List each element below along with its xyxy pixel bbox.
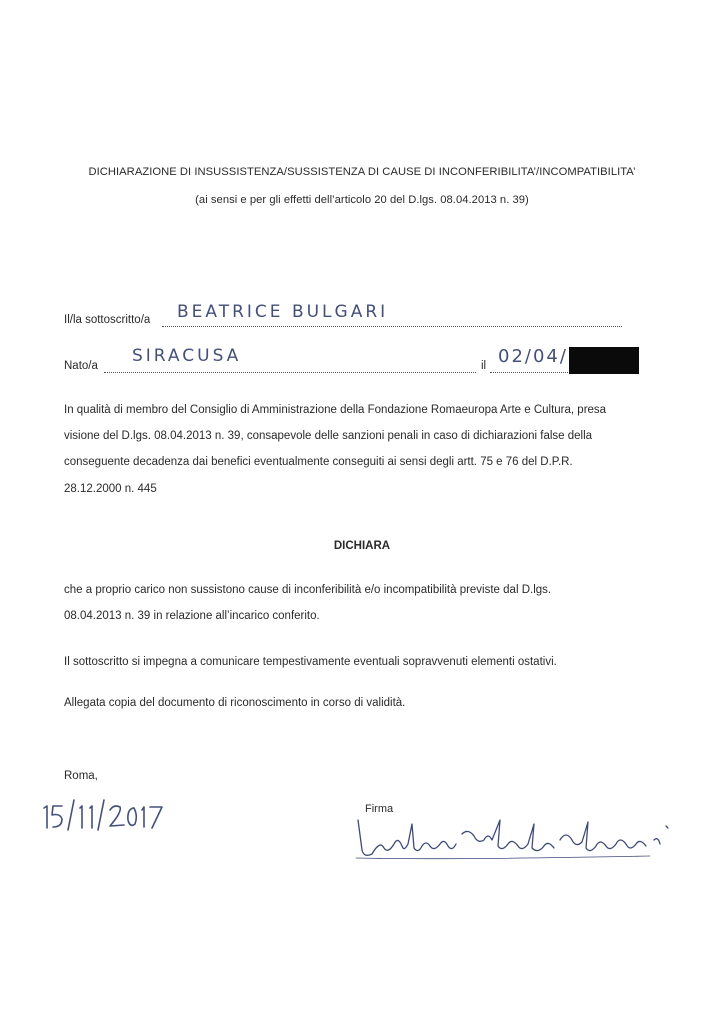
paragraph-declaration-intro <box>64 397 656 502</box>
paragraph-line: 28.12.2000 n. 445 <box>64 482 157 495</box>
nato-label: Nato/a <box>64 360 98 372</box>
dichiara-heading: DICHIARA <box>333 540 391 552</box>
handwritten-date <box>38 794 168 834</box>
paragraph-attachment: Allegata copia del documento di riconoscimento in corso di validità. <box>64 697 406 709</box>
paragraph-line: In qualità di membro del Consiglio di Amministrazione della Fondazione Romaeuropa Arte e Cultura, presa <box>64 404 607 416</box>
document-subtitle: (ai sensi e per gli effetti dell’articolo 20 del D.lgs. 08.04.2013 n. 39) <box>195 194 529 206</box>
handwritten-signature <box>350 810 680 870</box>
redaction-block <box>569 347 639 374</box>
paragraph-line: che a proprio carico non sussistono cause di inconferibilità e/o incompatibilità previste dal D.lgs. <box>64 584 552 596</box>
il-label: il <box>481 360 487 372</box>
sottoscritto-dotted-line <box>162 326 622 327</box>
paragraph-declaration-body <box>64 577 656 629</box>
paragraph-line: conseguente decadenza dai benefici eventualmente conseguiti ai sensi degli artt. 75 e 76 del D.P.R. <box>64 456 573 469</box>
nato-handwritten-value: SIRACUSA <box>132 346 242 366</box>
il-dotted-line <box>490 372 570 373</box>
paragraph-line: 08.04.2013 n. 39 in relazione all’incarico conferito. <box>64 610 320 623</box>
paragraph-commitment: Il sottoscritto si impegna a comunicare tempestivamente eventuali sopravvenuti elementi ostativi. <box>64 656 557 668</box>
place-label: Roma, <box>64 770 98 782</box>
sottoscritto-handwritten-value: BEATRICE BULGARI <box>177 302 389 322</box>
paragraph-line: visione del D.lgs. 08.04.2013 n. 39, consapevole delle sanzioni penali in caso di dichiarazioni false della <box>64 430 593 443</box>
nato-dotted-line <box>104 372 476 373</box>
firma-label: Firma <box>365 803 394 815</box>
sottoscritto-label: Il/la sottoscritto/a <box>64 314 151 326</box>
document-title: DICHIARAZIONE DI INSUSSISTENZA/SUSSISTENZA DI CAUSE DI INCONFERIBILITA’/INCOMPATIBILITA’ <box>88 166 636 178</box>
birth-date-handwritten: 02/04/ <box>498 346 568 367</box>
